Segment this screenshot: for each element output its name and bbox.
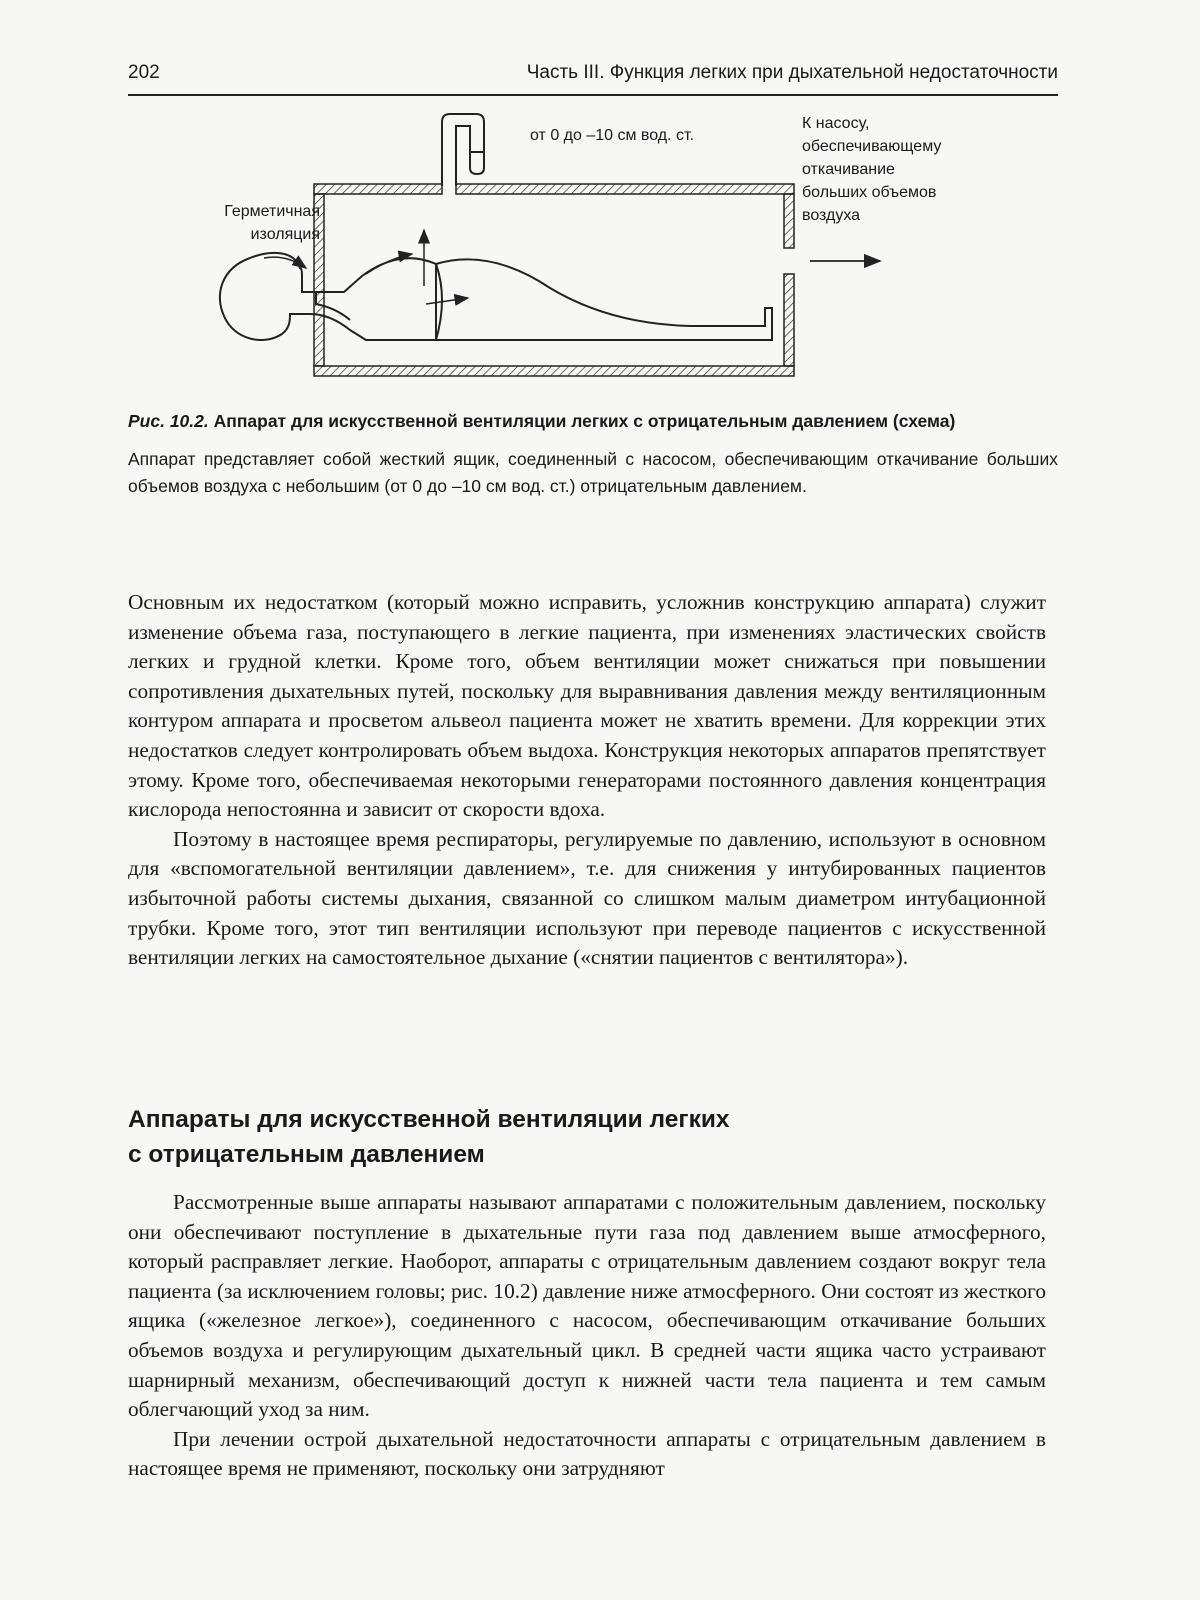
box-wall-right-upper (784, 194, 794, 248)
body-text-block-1 (128, 588, 1046, 973)
paragraph: При лечении острой дыхательной недостаточности аппараты с отрицательным давлением в настоящее время не применяют, поскольку они затрудняют (128, 1426, 1046, 1481)
box-wall-top-right (456, 184, 794, 194)
section-heading: Аппараты для искусственной вентиляции легких с отрицательным давлением (128, 1106, 730, 1168)
pressure-range-label: от 0 до –10 см вод. ст. (530, 127, 695, 144)
page-number: 202 (128, 62, 160, 83)
box-wall-bottom (314, 366, 794, 376)
body-text-block-2 (128, 1188, 1046, 1484)
paragraph: Рассмотренные выше аппараты называют аппаратами с положительным давлением, поскольку они обеспечивают поступление в дыхательные пути газа под давлением выше атмосферного, который расправляет легкие. Наоборот, аппараты с отрицательным давлением создают вокруг тела пациента (за исключением головы; рис. 10.2) давление ниже атмосферного. Они состоят из жесткого ящика («железное легкое»), соединенного с насосом, обеспечивающим откачивание больших объемов воздуха и регулирующим дыхательный цикл. В средней части ящика часто устраивают шарнирный механизм, обеспечивающий доступ к нижней части тела пациента и тем самым облегчающий уход за ним. (128, 1190, 1046, 1422)
running-title: Часть III. Функция легких при дыхательной недостаточности (526, 62, 1058, 83)
box-wall-right-lower (784, 274, 794, 366)
caption-title-text: Аппарат для искусственной вентиляции легких с отрицательным давлением (схема) (213, 411, 956, 431)
paragraph: Основным их недостатком (который можно исправить, усложнив конструкцию аппарата) служит изменение объема газа, поступающего в легкие пациента, при изменениях эластических свойств легких и грудной клетки. Кроме того, объем вентиляции может снижаться при повышении сопротивления дыхательных путей, поскольку для выравнивания давления между вентиляционным контуром аппарата и просветом альвеол пациента может не хватить времени. Для коррекции этих недостатков следует контролировать объем выдоха. Конструкция некоторых аппаратов препятствует этому. Кроме того, обеспечиваемая некоторыми генераторами постоянного давления концентрация кислорода непостоянна и зависит от скорости вдоха. (128, 590, 1046, 822)
caption-text: Аппарат представляет собой жесткий ящик, соединенный с насосом, обеспечивающим откачивание больших объемов воздуха с небольшим (от 0 до –10 см вод. ст.) отрицательным давлением. (128, 449, 1058, 496)
caption-title (128, 408, 1058, 435)
seal-label: Герметичная изоляция (224, 203, 320, 243)
header-rule (128, 94, 1058, 96)
figure-number: Рис. 10.2. (128, 411, 209, 431)
pump-label: К насосу, обеспечивающему откачивание больших объемов воздуха (802, 115, 942, 224)
figure-iron-lung (190, 108, 1030, 408)
chest-arrow-curve (366, 254, 412, 274)
paragraph: Поэтому в настоящее время респираторы, регулируемые по давлению, используют в основном для «вспомогательной вентиляции давлением», т.е. для снижения у интубированных пациентов избыточной работы системы дыхания, связанной со слишком малым диаметром интубационной трубки. Кроме того, этот тип вентиляции используют при переводе пациентов с искусственной вентиляции легких на самостоятельное дыхание («снятии пациентов с вентилятора»). (128, 826, 1046, 970)
box-wall-top-left (314, 184, 442, 194)
chest-arrow-right (426, 298, 468, 304)
running-header (128, 56, 1058, 96)
figure-caption (128, 408, 1058, 500)
manometer-tube (442, 114, 484, 186)
